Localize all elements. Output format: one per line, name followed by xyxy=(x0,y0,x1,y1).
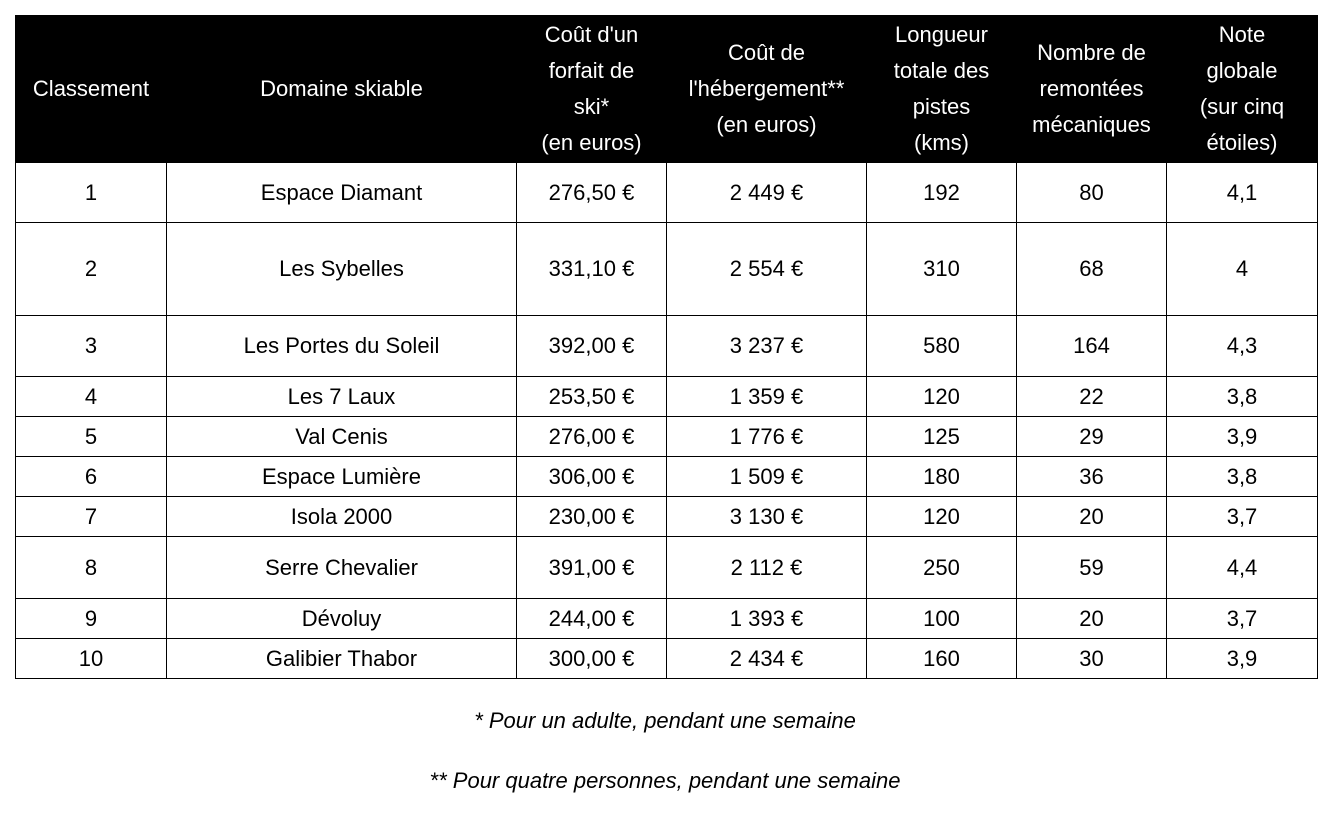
cell-ski-pass-cost: 306,00 € xyxy=(517,457,667,497)
cell-lodging-cost: 3 130 € xyxy=(667,497,867,537)
cell-rating: 3,9 xyxy=(1167,417,1318,457)
cell-lodging-cost: 3 237 € xyxy=(667,316,867,377)
cell-rank: 1 xyxy=(16,163,167,223)
header-cout-forfait: Coût d'un forfait de ski* (en euros) xyxy=(517,16,667,163)
cell-slope-length: 125 xyxy=(867,417,1017,457)
cell-lodging-cost: 2 449 € xyxy=(667,163,867,223)
table-row xyxy=(16,163,1318,223)
cell-lodging-cost: 2 554 € xyxy=(667,223,867,316)
cell-slope-length: 180 xyxy=(867,457,1017,497)
cell-rating: 4,3 xyxy=(1167,316,1318,377)
cell-lodging-cost: 1 359 € xyxy=(667,377,867,417)
cell-resort: Les Sybelles xyxy=(167,223,517,316)
cell-lift-count: 36 xyxy=(1017,457,1167,497)
table-row xyxy=(16,639,1318,679)
table-row xyxy=(16,457,1318,497)
cell-resort: Galibier Thabor xyxy=(167,639,517,679)
footnote-lodging: ** Pour quatre personnes, pendant une semaine xyxy=(429,768,901,793)
cell-lift-count: 164 xyxy=(1017,316,1167,377)
cell-slope-length: 580 xyxy=(867,316,1017,377)
cell-resort: Les 7 Laux xyxy=(167,377,517,417)
cell-lift-count: 20 xyxy=(1017,497,1167,537)
cell-ski-pass-cost: 253,50 € xyxy=(517,377,667,417)
cell-slope-length: 160 xyxy=(867,639,1017,679)
cell-slope-length: 310 xyxy=(867,223,1017,316)
ranking-table xyxy=(15,15,1318,679)
cell-rating: 4,1 xyxy=(1167,163,1318,223)
table-row xyxy=(16,497,1318,537)
header-nombre-remontees: Nombre de remontées mécaniques xyxy=(1017,16,1167,163)
cell-lift-count: 29 xyxy=(1017,417,1167,457)
table-row xyxy=(16,537,1318,599)
cell-rating: 3,7 xyxy=(1167,497,1318,537)
cell-resort: Val Cenis xyxy=(167,417,517,457)
header-domaine-skiable: Domaine skiable xyxy=(167,16,517,163)
header-note-globale: Note globale (sur cinq étoiles) xyxy=(1167,16,1318,163)
cell-slope-length: 250 xyxy=(867,537,1017,599)
cell-slope-length: 120 xyxy=(867,497,1017,537)
cell-rank: 3 xyxy=(16,316,167,377)
cell-rank: 10 xyxy=(16,639,167,679)
header-cout-hebergement: Coût de l'hébergement** (en euros) xyxy=(667,16,867,163)
cell-rank: 9 xyxy=(16,599,167,639)
cell-ski-pass-cost: 276,00 € xyxy=(517,417,667,457)
cell-lodging-cost: 2 112 € xyxy=(667,537,867,599)
cell-rank: 6 xyxy=(16,457,167,497)
footnote-ski-pass: * Pour un adulte, pendant une semaine xyxy=(474,708,856,733)
cell-slope-length: 100 xyxy=(867,599,1017,639)
table-row xyxy=(16,223,1318,316)
table-row xyxy=(16,316,1318,377)
cell-ski-pass-cost: 300,00 € xyxy=(517,639,667,679)
cell-ski-pass-cost: 244,00 € xyxy=(517,599,667,639)
cell-rating: 3,8 xyxy=(1167,377,1318,417)
cell-lodging-cost: 1 776 € xyxy=(667,417,867,457)
table-row xyxy=(16,377,1318,417)
cell-rank: 7 xyxy=(16,497,167,537)
cell-lodging-cost: 1 509 € xyxy=(667,457,867,497)
ski-resort-ranking-table xyxy=(15,15,1317,679)
cell-rating: 4,4 xyxy=(1167,537,1318,599)
cell-ski-pass-cost: 391,00 € xyxy=(517,537,667,599)
cell-resort: Isola 2000 xyxy=(167,497,517,537)
header-row xyxy=(16,16,1318,163)
cell-lodging-cost: 1 393 € xyxy=(667,599,867,639)
cell-ski-pass-cost: 276,50 € xyxy=(517,163,667,223)
cell-resort: Espace Diamant xyxy=(167,163,517,223)
cell-lift-count: 80 xyxy=(1017,163,1167,223)
cell-lift-count: 20 xyxy=(1017,599,1167,639)
cell-resort: Les Portes du Soleil xyxy=(167,316,517,377)
cell-rating: 3,7 xyxy=(1167,599,1318,639)
cell-rating: 4 xyxy=(1167,223,1318,316)
cell-lift-count: 30 xyxy=(1017,639,1167,679)
cell-rank: 2 xyxy=(16,223,167,316)
cell-lift-count: 68 xyxy=(1017,223,1167,316)
cell-lodging-cost: 2 434 € xyxy=(667,639,867,679)
cell-lift-count: 22 xyxy=(1017,377,1167,417)
cell-ski-pass-cost: 230,00 € xyxy=(517,497,667,537)
cell-rank: 5 xyxy=(16,417,167,457)
cell-lift-count: 59 xyxy=(1017,537,1167,599)
cell-resort: Serre Chevalier xyxy=(167,537,517,599)
header-longueur-pistes: Longueur totale des pistes (kms) xyxy=(867,16,1017,163)
header-classement: Classement xyxy=(16,16,167,163)
table-row xyxy=(16,417,1318,457)
cell-resort: Espace Lumière xyxy=(167,457,517,497)
cell-ski-pass-cost: 392,00 € xyxy=(517,316,667,377)
cell-slope-length: 120 xyxy=(867,377,1017,417)
cell-slope-length: 192 xyxy=(867,163,1017,223)
table-row xyxy=(16,599,1318,639)
cell-ski-pass-cost: 331,10 € xyxy=(517,223,667,316)
cell-rank: 4 xyxy=(16,377,167,417)
cell-rating: 3,8 xyxy=(1167,457,1318,497)
cell-rating: 3,9 xyxy=(1167,639,1318,679)
cell-resort: Dévoluy xyxy=(167,599,517,639)
cell-rank: 8 xyxy=(16,537,167,599)
